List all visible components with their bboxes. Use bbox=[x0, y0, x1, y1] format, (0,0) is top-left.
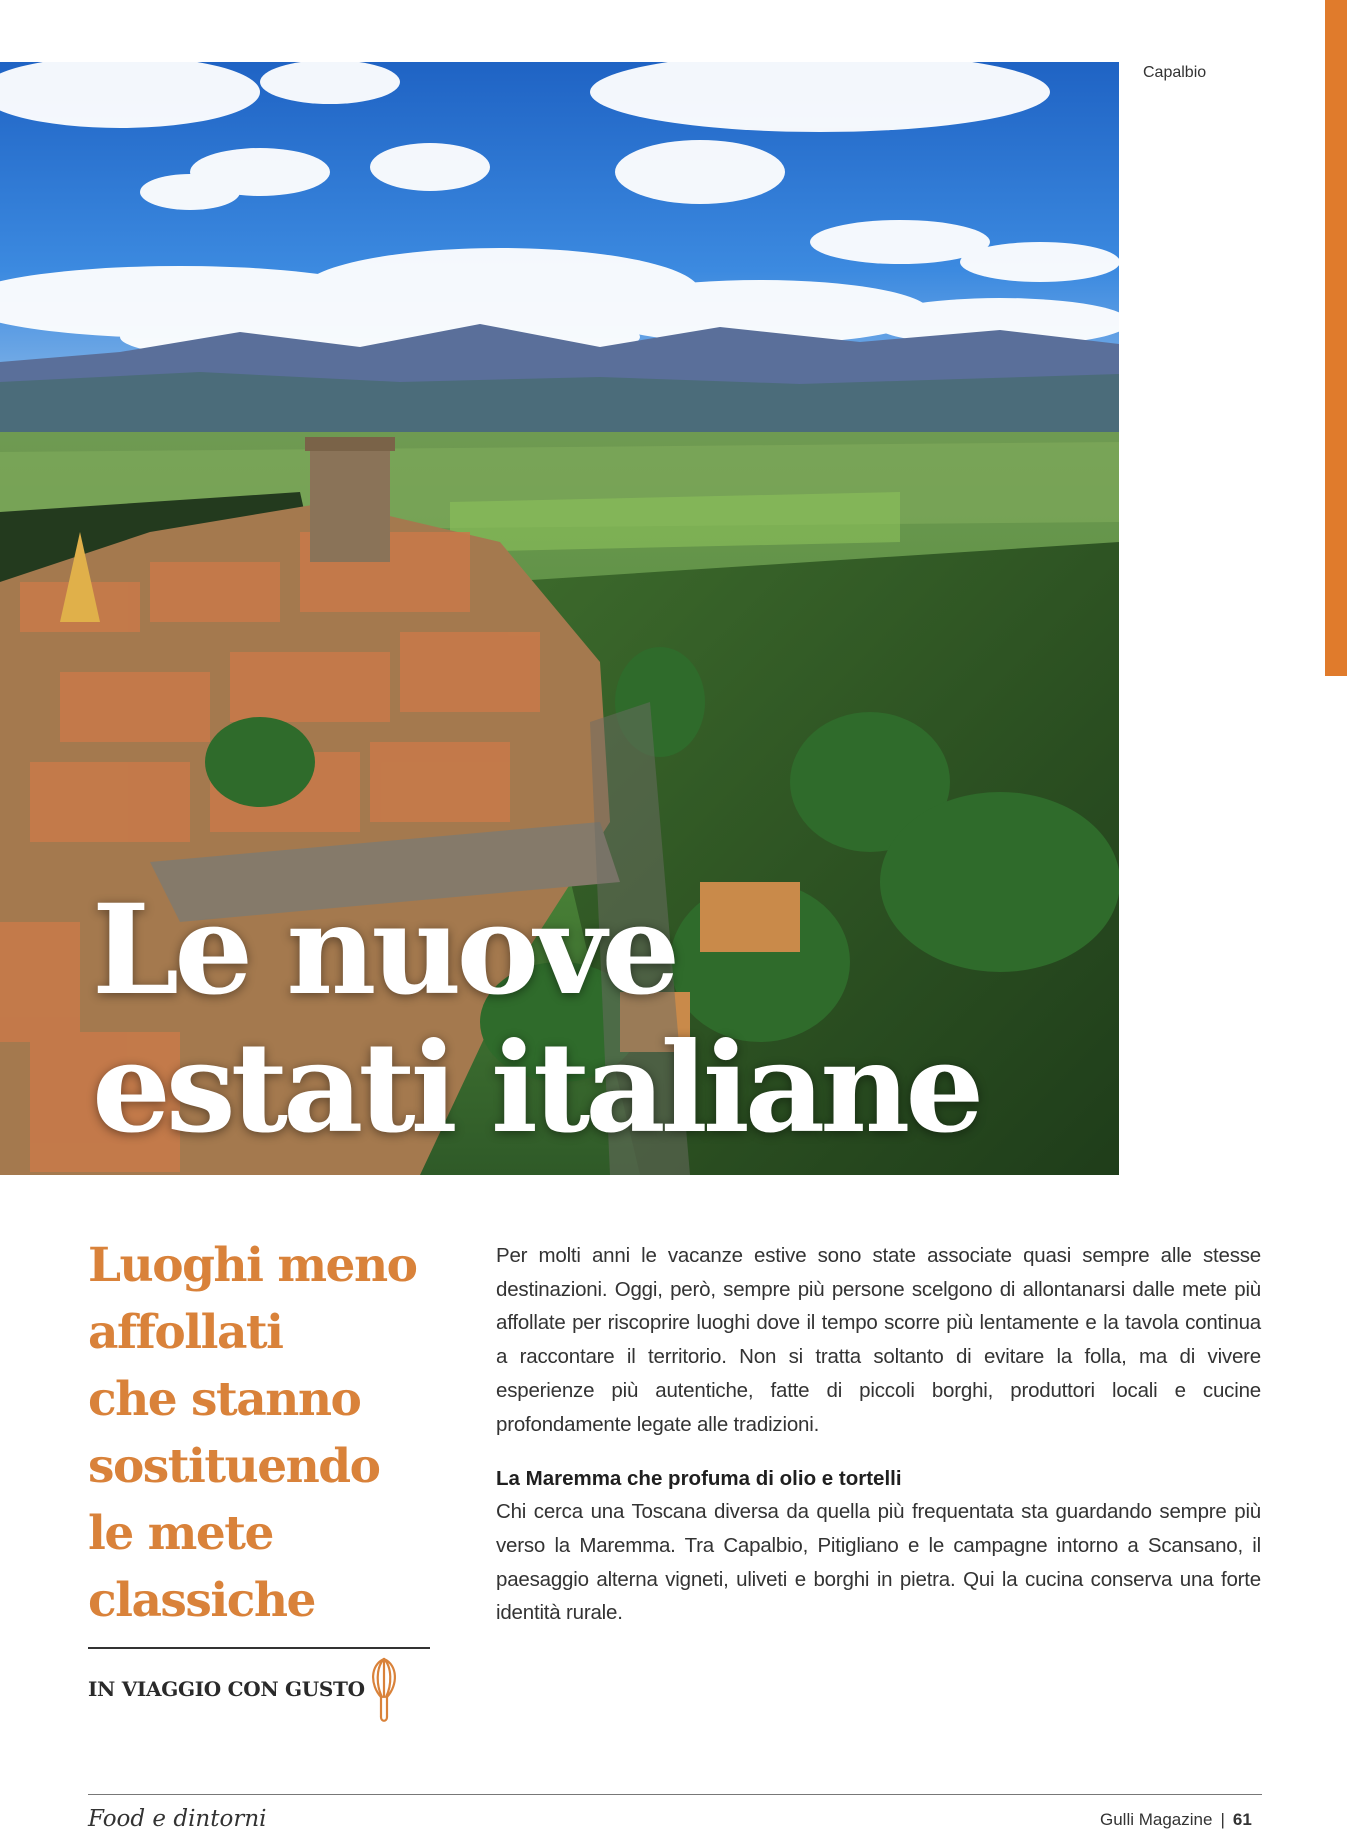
article-body bbox=[496, 1239, 1261, 1630]
whisk-icon bbox=[367, 1657, 401, 1723]
subtitle-line: classiche bbox=[88, 1573, 315, 1628]
page-number: 61 bbox=[1232, 1810, 1252, 1829]
footer-divider bbox=[88, 1794, 1262, 1795]
photo-caption: Capalbio bbox=[1143, 64, 1207, 81]
section-heading: La Maremma che profuma di olio e tortelli bbox=[496, 1467, 902, 1491]
article-subtitle bbox=[88, 1232, 448, 1634]
article-title-line-1: Le nuove bbox=[92, 878, 676, 1023]
subtitle-line: le mete bbox=[88, 1506, 273, 1561]
section-tab bbox=[1325, 0, 1347, 676]
magazine-name: Gulli Magazine bbox=[1100, 1810, 1213, 1829]
footer-separator: | bbox=[1220, 1810, 1225, 1829]
subtitle-line: sostituendo bbox=[88, 1439, 380, 1494]
subtitle-line: Luoghi meno bbox=[88, 1238, 417, 1293]
footer-section-name: Food e dintorni bbox=[88, 1806, 267, 1832]
section-divider bbox=[88, 1647, 430, 1649]
hero-photo bbox=[0, 62, 1119, 1175]
footer-page-info bbox=[1100, 1810, 1252, 1830]
article-title bbox=[92, 878, 980, 1161]
subtitle-line: affollati bbox=[88, 1305, 283, 1360]
article-title-line-2: estati italiane bbox=[92, 1016, 980, 1161]
intro-paragraph: Per molti anni le vacanze estive sono state associate quasi sempre alle stesse destinazioni. Oggi, però, sempre più persone scelgono di allontanarsi dalle mete più affollate per riscoprire luoghi dove il tempo scorre più lentamente e la tavola continua a raccontare il territorio. Non si tratta soltanto di evitare la folla, ma di vivere esperienze più autentiche, fatte di piccoli borghi, produttori locali e cucine profondamente legate alle tradizioni. bbox=[496, 1244, 1261, 1436]
subtitle-line: che stanno bbox=[88, 1372, 361, 1427]
section-label: IN VIAGGIO CON GUSTO bbox=[88, 1677, 365, 1701]
section-paragraph: Chi cerca una Toscana diversa da quella più frequentata sta guardando sempre più verso la Maremma. Tra Capalbio, Pitigliano e le campagne intorno a Scansano, il paesaggio alterna vigneti, uliveti e borghi in pietra. Qui la cucina conserva una forte identità rurale. bbox=[496, 1500, 1261, 1625]
